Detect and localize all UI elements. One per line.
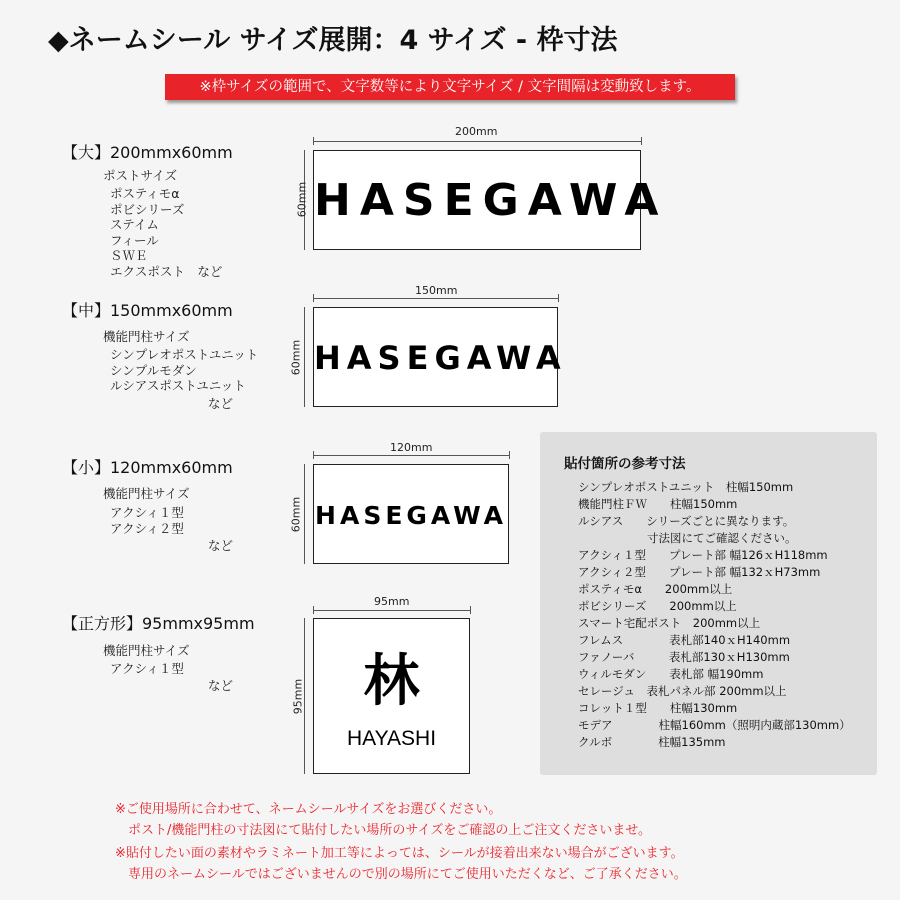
width-dimension-line (313, 141, 641, 142)
list-item: モデア 柱幅160mm（照明内蔵部130mm） (578, 718, 851, 732)
dimension-tick (313, 294, 314, 302)
height-dimension-label: 95mm (291, 678, 305, 715)
size-label-medium: 【中】150mmx60mm (62, 301, 233, 320)
list-item: フレムス 表札部140ｘH140mm (578, 633, 791, 647)
size-items-small (110, 505, 184, 536)
list-item: エクスポスト など (110, 263, 223, 279)
name-seal-small (313, 464, 509, 564)
list-item: フィール (110, 232, 159, 248)
list-item: スマート宅配ポスト 200mm以上 (578, 616, 761, 630)
dimension-tick (470, 606, 471, 614)
sample-name: HASEGAWA (314, 175, 668, 226)
width-dimension-line (313, 455, 509, 456)
list-item: ファノーバ 表札部130ｘH130mm (578, 650, 790, 664)
dimension-tick (641, 137, 642, 145)
size-category-large: ポストサイズ (103, 168, 178, 183)
list-item: アクシィ１型 プレート部 幅126ｘH118mm (578, 548, 828, 562)
height-dimension-line (304, 307, 305, 407)
size-items-medium (110, 347, 258, 394)
dimension-tick (509, 451, 510, 459)
width-dimension-label: 95mm (374, 595, 410, 608)
list-item: ウィルモダン 表札部 幅190mm (578, 667, 764, 681)
reference-list (578, 479, 851, 751)
height-dimension-label: 60mm (295, 181, 309, 218)
list-item: ポスティモα (110, 186, 180, 201)
dimension-tick (313, 137, 314, 145)
height-dimension-line (304, 464, 305, 564)
reference-panel (540, 432, 877, 775)
width-dimension-label: 120mm (390, 441, 433, 454)
list-item: コレット１型 柱幅130mm (578, 701, 738, 715)
list-item: アクシィ２型 プレート部 幅132ｘH73mm (578, 565, 821, 579)
list-item: 機能門柱ＦＷ 柱幅150mm (578, 497, 738, 511)
size-category-medium: 機能門柱サイズ (103, 329, 190, 344)
list-item: クルボ 柱幅135mm (578, 735, 726, 749)
list-item: ポビシリーズ (110, 201, 185, 217)
height-dimension-label: 60mm (289, 339, 303, 376)
size-label-square: 【正方形】95mmx95mm (62, 614, 255, 633)
list-item: シンプルモダン (110, 362, 197, 378)
name-seal-square (313, 618, 470, 774)
width-dimension-label: 150mm (415, 284, 458, 297)
footer-note: ※貼付したい面の素材やラミネート加工等によっては、シールが接着出来ない場合がございます。 (115, 846, 684, 861)
footer-note: ※ご使用場所に合わせて、ネームシールサイズをお選びください。 (115, 802, 502, 817)
etc-label: など (208, 396, 234, 411)
list-item: アクシィ１型 (110, 505, 184, 520)
sample-name: HAYASHI (346, 727, 437, 750)
size-category-small: 機能門柱サイズ (103, 486, 190, 501)
etc-label: など (208, 678, 234, 693)
width-dimension-line (313, 610, 470, 611)
sample-name: HASEGAWA (315, 501, 507, 530)
size-items-square (110, 661, 184, 677)
footer-note: ポスト/機能門柱の寸法図にて貼付したい場所のサイズをご確認の上ご注文くださいませ。 (115, 823, 651, 838)
dimension-tick (313, 606, 314, 614)
name-seal-medium (313, 307, 567, 407)
list-item: ルシアスポストユニット (110, 378, 246, 393)
list-item: ポスティモα 200mm以上 (578, 582, 733, 596)
width-dimension-label: 200mm (455, 125, 498, 138)
size-category-square: 機能門柱サイズ (103, 643, 190, 658)
list-item: アクシィ１型 (110, 661, 184, 676)
height-dimension-label: 60mm (289, 496, 303, 533)
list-item: アクシィ２型 (110, 520, 184, 536)
etc-label: など (208, 538, 234, 553)
sample-kanji: 林 (363, 648, 420, 714)
list-item: ルシアス シリーズごとに異なります。 (578, 514, 795, 528)
list-item: ステイム (110, 217, 159, 232)
size-label-large: 【大】200mmx60mm (62, 143, 233, 162)
footer-note: 専用のネームシールではございませんので別の場所にてご使用いただくなど、ご了承ください。 (115, 867, 687, 882)
sample-name: HASEGAWA (314, 339, 567, 377)
size-items-large (110, 186, 222, 279)
reference-title: 貼付箇所の参考寸法 (564, 456, 686, 472)
notice-banner: ※枠サイズの範囲で、文字数等により文字サイズ / 文字間隔は変動致します。 (165, 74, 735, 100)
list-item: シンプレオポストユニット 柱幅150mm (578, 480, 794, 494)
size-label-small: 【小】120mmx60mm (62, 458, 233, 477)
width-dimension-line (313, 298, 558, 299)
list-item: シンプレオポストユニット (110, 347, 259, 362)
list-item: セレージュ 表札パネル部 200mm以上 (578, 684, 787, 698)
page-title: ◆ネームシール サイズ展開：4 サイズ - 枠寸法 (48, 25, 618, 56)
name-seal-large (313, 150, 668, 250)
dimension-tick (313, 451, 314, 459)
list-item: 寸法図にてご確認ください。 (578, 531, 797, 545)
list-item: ＳＷＥ (110, 248, 148, 263)
list-item: ポビシリーズ 200mm以上 (578, 599, 737, 613)
dimension-tick (558, 294, 559, 302)
